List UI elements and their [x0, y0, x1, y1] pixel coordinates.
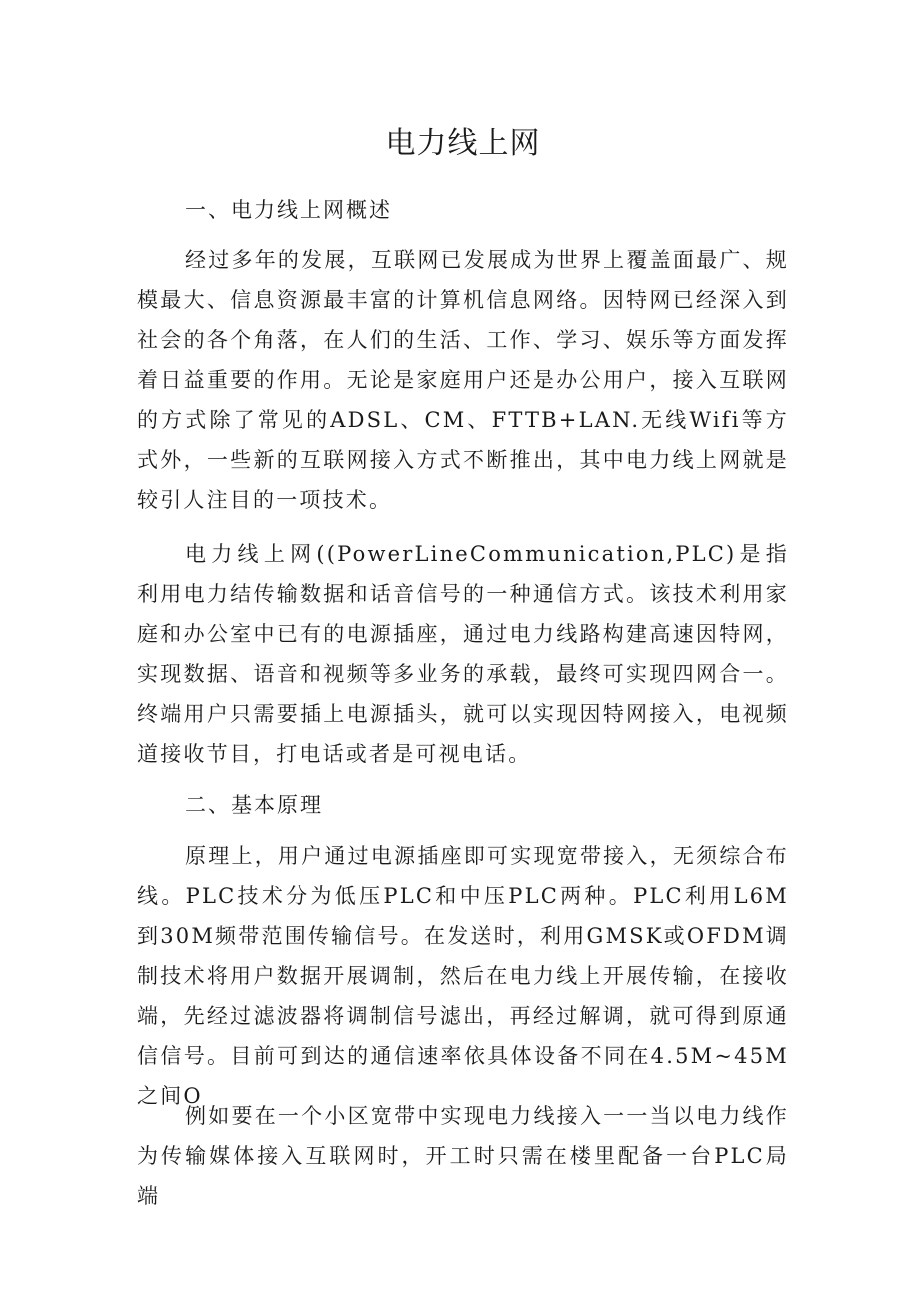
document-title: 电力线上网	[385, 126, 541, 161]
paragraph-principle: 原理上，用户通过电源插座即可实现宽带接入，无须综合布线。PLC技术分为低压PLC和中压PLC两种。PLC利用L6M到30M频带范围传输信号。在发送时，利用GMSK或OFDM调制技术将用户数据开展调制，然后在电力线上开展传输，在接收端，先经过滤波器将调制信号滤出，再经过解调，就可得到原通信信号。目前可到达的通信速率依具体设备不同在4.5M~45M之间O	[137, 844, 789, 1108]
paragraph-plc-definition: 电力线上网((PowerLineCommunication,PLC)是指利用电力结传输数据和话音信号的一种通信方式。该技术利用家庭和办公室中已有的电源插座，通过电力线路构建高速因特网，实现数据、语音和视频等多业务的承载，最终可实现四网合一。终端用户只需要插上电源插头，就可以实现因特网接入，电视频道接收节目，打电话或者是可视电话。	[137, 542, 789, 766]
section-heading-principle: 二、基本原理	[185, 793, 323, 817]
paragraph-intro: 经过多年的发展，互联网已发展成为世界上覆盖面最广、规模最大、信息资源最丰富的计算机信息网络。因特网已经深入到社会的各个角落，在人们的生活、工作、学习、娱乐等方面发挥着日益重要的作用。无论是家庭用户还是办公用户，接入互联网的方式除了常见的ADSL、CM、FTTB+LAN.无线Wifi等方式外，一些新的互联网接入方式不断推出，其中电力线上网就是较引人注目的一项技术。	[137, 248, 789, 512]
paragraph-example: 例如要在一个小区宽带中实现电力线接入一一当以电力线作为传输媒体接入互联网时，开工时只需在楼里配备一台PLC局端	[137, 1104, 789, 1208]
section-heading-overview: 一、电力线上网概述	[185, 198, 392, 222]
